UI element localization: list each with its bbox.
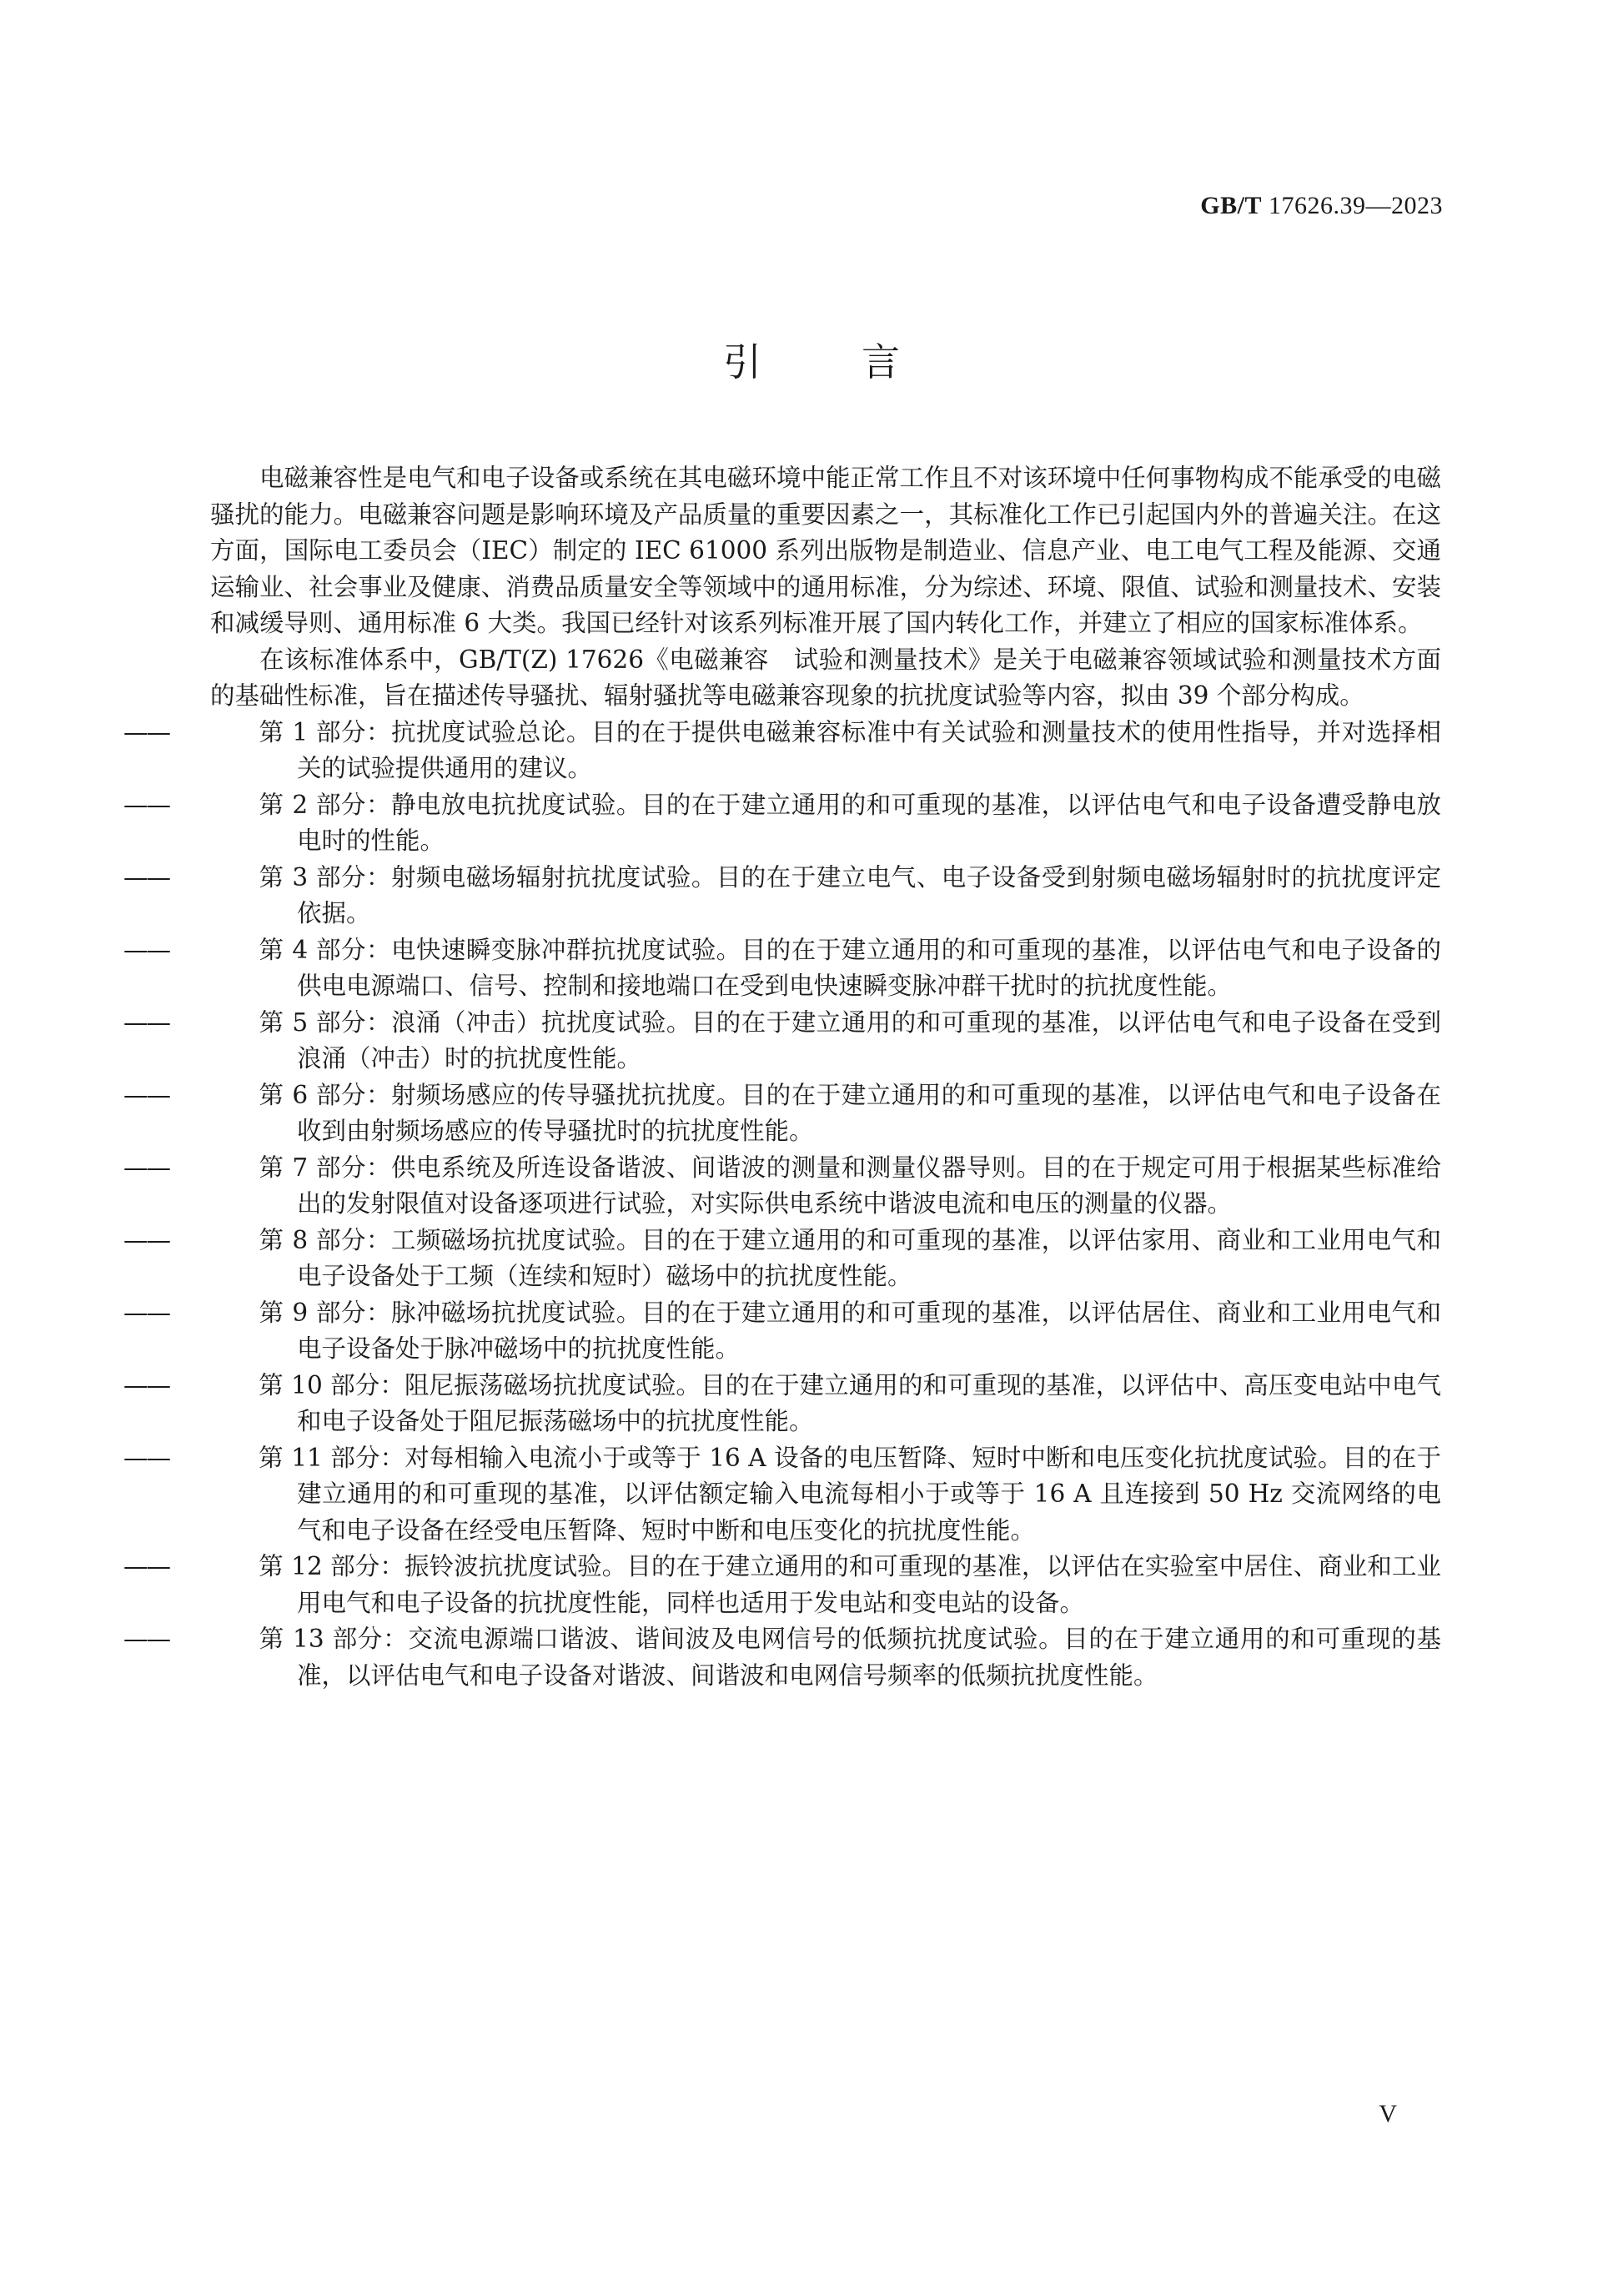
list-item: [123, 715, 1441, 787]
list-item-text: 第 9 部分：脉冲磁场抗扰度试验。目的在于建立通用的和可重现的基准，以评估居住、商业和工业用电气和电子设备处于脉冲磁场中的抗扰度性能。: [259, 1298, 1441, 1363]
list-dash: ——: [123, 790, 169, 819]
list-item-text: 第 13 部分：交流电源端口谐波、谐间波及电网信号的低频抗扰度试验。目的在于建立通用的和可重现的基准，以评估电气和电子设备对谐波、间谐波和电网信号频率的低频抗扰度性能。: [259, 1625, 1441, 1690]
list-item-text: 第 11 部分：对每相输入电流小于或等于 16 A 设备的电压暂降、短时中断和电压变化抗扰度试验。目的在于建立通用的和可重现的基准，以评估额定输入电流每相小于或等于 16 A 且连接到 50 Hz 交流网络的电气和电子设备在经受电压暂降、短时中断和电压变化的抗扰度性能。: [259, 1443, 1441, 1545]
document-body: [123, 460, 1441, 1694]
list-item: [123, 1440, 1441, 1550]
list-dash: ——: [123, 1153, 169, 1182]
list-dash: ——: [123, 935, 169, 964]
standard-number: [1200, 192, 1443, 220]
list-dash: ——: [123, 1625, 169, 1653]
list-dash: ——: [123, 1370, 169, 1399]
intro-paragraph-1: 电磁兼容性是电气和电子设备或系统在其电磁环境中能正常工作且不对该环境中任何事物构成不能承受的电磁骚扰的能力。电磁兼容问题是影响环境及产品质量的重要因素之一，其标准化工作已引起国内外的普遍关注。在这方面，国际电工委员会（IEC）制定的 IEC 61000 系列出版物是制造业、信息产业、电工电气工程及能源、交通运输业、社会事业及健康、消费品质量安全等领域中的通用标准，分为综述、环境、限值、试验和测量技术、安装和减缓导则、通用标准 6 大类。我国已经针对该系列标准开展了国内转化工作，并建立了相应的国家标准体系。: [210, 464, 1441, 637]
list-item-text: 第 8 部分：工频磁场抗扰度试验。目的在于建立通用的和可重现的基准，以评估家用、商业和工业用电气和电子设备处于工频（连续和短时）磁场中的抗扰度性能。: [259, 1225, 1441, 1290]
list-item-text: 第 1 部分：抗扰度试验总论。目的在于提供电磁兼容标准中有关试验和测量技术的使用性指导，并对选择相关的试验提供通用的建议。: [259, 717, 1441, 782]
intro-paragraph-2: 在该标准体系中，GB/T(Z) 17626《电磁兼容 试验和测量技术》是关于电磁兼容领域试验和测量技术方面的基础性标准，旨在描述传导骚扰、辐射骚扰等电磁兼容现象的抗扰度试验等内容，拟由 39 个部分构成。: [210, 645, 1441, 710]
list-item: [123, 1223, 1441, 1295]
list-dash: ——: [123, 1080, 169, 1109]
list-item-text: 第 5 部分：浪涌（冲击）抗扰度试验。目的在于建立通用的和可重现的基准，以评估电气和电子设备在受到浪涌（冲击）时的抗扰度性能。: [259, 1007, 1441, 1073]
list-item: [123, 932, 1441, 1005]
list-dash: ——: [123, 1007, 169, 1037]
list-item-text: 第 10 部分：阻尼振荡磁场抗扰度试验。目的在于建立通用的和可重现的基准，以评估中、高压变电站中电气和电子设备处于阻尼振荡磁场中的抗扰度性能。: [259, 1370, 1441, 1435]
list-item-text: 第 6 部分：射频场感应的传导骚扰抗扰度。目的在于建立通用的和可重现的基准，以评估电气和电子设备在收到由射频场感应的传导骚扰时的抗扰度性能。: [259, 1080, 1441, 1145]
list-item-text: 第 12 部分：振铃波抗扰度试验。目的在于建立通用的和可重现的基准，以评估在实验室中居住、商业和工业用电气和电子设备的抗扰度性能，同样也适用于发电站和变电站的设备。: [259, 1552, 1441, 1617]
list-dash: ——: [123, 862, 169, 892]
list-dash: ——: [123, 1225, 169, 1254]
standard-code: 17626.39—2023: [1269, 192, 1443, 219]
list-item: [123, 787, 1441, 860]
standard-prefix: GB/T: [1200, 192, 1262, 219]
list-item: [123, 1295, 1441, 1368]
list-item: [123, 1150, 1441, 1223]
list-item-text: 第 3 部分：射频电磁场辐射抗扰度试验。目的在于建立电气、电子设备受到射频电磁场辐射时的抗扰度评定依据。: [259, 862, 1441, 927]
list-dash: ——: [123, 717, 169, 746]
list-dash: ——: [123, 1552, 169, 1580]
list-dash: ——: [123, 1443, 169, 1472]
list-item-text: 第 2 部分：静电放电抗扰度试验。目的在于建立通用的和可重现的基准，以评估电气和电子设备遭受静电放电时的性能。: [259, 790, 1441, 855]
list-item: [123, 1368, 1441, 1440]
list-dash: ——: [123, 1298, 169, 1327]
list-item: [123, 1549, 1441, 1621]
list-item-text: 第 4 部分：电快速瞬变脉冲群抗扰度试验。目的在于建立通用的和可重现的基准，以评估电气和电子设备的供电电源端口、信号、控制和接地端口在受到电快速瞬变脉冲群干扰时的抗扰度性能。: [259, 935, 1441, 1000]
list-item: [123, 860, 1441, 932]
page-number: V: [1379, 2100, 1397, 2128]
list-item: [123, 1005, 1441, 1078]
page-title: 引言: [723, 339, 1000, 384]
list-item: [123, 1078, 1441, 1150]
list-item-text: 第 7 部分：供电系统及所连设备谐波、间谐波的测量和测量仪器导则。目的在于规定可用于根据某些标准给出的发射限值对设备逐项进行试验，对实际供电系统中谐波电流和电压的测量的仪器。: [259, 1153, 1441, 1218]
list-item: [123, 1621, 1441, 1694]
